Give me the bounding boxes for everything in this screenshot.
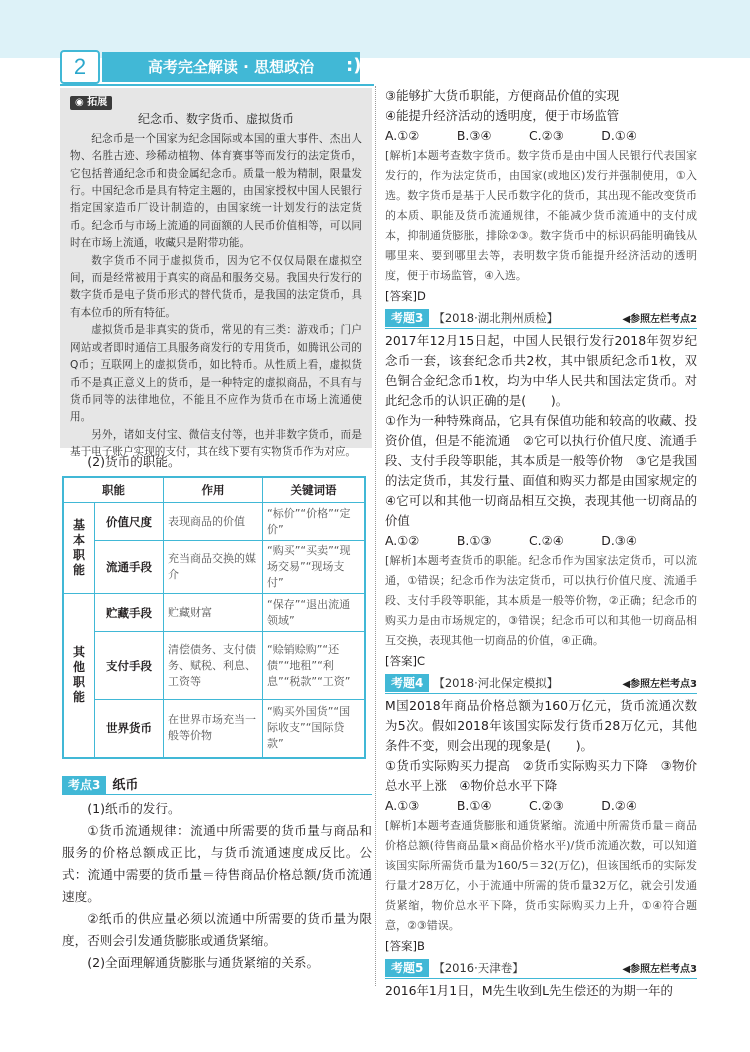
right-column [385, 86, 710, 1001]
table-row [63, 632, 365, 700]
question-reference: ◀参照左栏考点2 [622, 314, 697, 325]
functions-heading [62, 451, 372, 473]
column-separator [375, 86, 376, 986]
question-label: 考题3 [385, 309, 429, 327]
expand-paragraph: 另外，诸如支付宝、微信支付等，也并非数字货币，而是基于电子账户实现的支付，其在线下要有实物货币作为对应。 [70, 428, 362, 459]
option-row [385, 531, 697, 551]
question-stem: 2016年1月1日，M先生收到L先生偿还的为期一年的 [385, 983, 673, 998]
option: C.②③ [529, 798, 564, 813]
category-cell: 其他职能 [63, 594, 95, 758]
table-header: 职能 [63, 477, 164, 503]
category-cell: 基本职能 [63, 503, 95, 594]
function-keywords: “赊销赊购”“还债”“地租”“利息”“税款”“工资” [263, 632, 366, 700]
question-stem: M国2018年商品价格总额为160万亿元，货币流通次数为5次。假如2018年该国实际发行货币28万亿元，其他条件不变，则会出现的现象是( )。 [385, 698, 697, 753]
function-keywords: “购买”“买卖”“现场交易”“现场支付” [263, 541, 366, 594]
answer-text: [答案]D [385, 289, 426, 303]
answer-text: [答案]B [385, 939, 425, 953]
title-decoration: :) [346, 55, 362, 76]
question-item: ④能提升经济活动的透明度，便于市场监管 [385, 108, 620, 123]
question-header [385, 673, 697, 694]
kaodian-header [62, 774, 372, 795]
option: A.①③ [385, 798, 420, 813]
question-header [385, 308, 697, 329]
function-role: 清偿债务、支付债务、赋税、利息、工资等 [164, 632, 263, 700]
question-source: 【2018·湖北荆州质检】 [433, 311, 559, 325]
header-rule [60, 84, 374, 86]
function-name: 价值尺度 [95, 503, 164, 541]
chat-icon: ◉ [75, 97, 84, 108]
expand-paragraph: 虚拟货币是非真实的货币，常见的有三类：游戏币；门户网站或者即时通信工具服务商发行的专用货币，如腾讯公司的Q币；互联网上的虚拟货币，如比特币。从性质上看，虚拟货币不是真正意义上的货币，是一种特定的虚拟商品，不具有与货币同等的法律地位，不能且不应作为货币在市场上流通使用。 [70, 324, 362, 424]
question-label: 考题5 [385, 959, 429, 977]
function-name: 世界货币 [95, 700, 164, 758]
expand-paragraph: 数字货币不同于虚拟货币，因为它不仅仅局限在虚拟空间，而是经常被用于真实的商品和服务交易。我国央行发行的数字货币是电子货币形式的替代货币，是我国的法定货币，具有本位币的所有特征。 [70, 254, 362, 319]
option: D.③④ [601, 533, 637, 548]
section-paragraph: (2)全面理解通货膨胀与通货紧缩的关系。 [87, 955, 320, 970]
option-row [385, 126, 697, 146]
question-header [385, 958, 697, 979]
kaodian-label: 考点3 [62, 776, 106, 794]
question-stem: 2017年12月15日起，中国人民银行发行2018年贺岁纪念币一套，该套纪念币共2枚，其中银质纪念币1枚，双色铜合金纪念币1枚，均为中华人民共和国法定货币。对此纪念币的认识正确的是( )。 [385, 333, 697, 408]
table-header: 关键词语 [263, 477, 366, 503]
book-title: 高考完全解读 · 思想政治 [102, 52, 360, 82]
table-header-row [63, 477, 365, 503]
question-source: 【2016·天津卷】 [433, 961, 524, 975]
header-band [0, 0, 750, 58]
table-row [63, 594, 365, 632]
answer-text: [答案]C [385, 654, 426, 668]
paper-money-section [62, 798, 372, 974]
question-source: 【2018·河北保定模拟】 [433, 676, 559, 690]
function-keywords: “购买外国货”“国际收支”“国际贷款” [263, 700, 366, 758]
option: D.②④ [601, 798, 637, 813]
functions-heading-text: (2)货币的职能。 [87, 454, 181, 469]
function-keywords: “标价”“价格”“定价” [263, 503, 366, 541]
kaodian-title: 纸币 [112, 778, 139, 793]
section-paragraph: (1)纸币的发行。 [87, 801, 181, 816]
option: B.③④ [456, 128, 492, 143]
function-role: 在世界市场充当一般等价物 [164, 700, 263, 758]
section-paragraph: ①货币流通规律：流通中所需要的货币量与商品和服务的价格总额成正比，与货币流通速度成反比。公式：流通中需要的货币量＝待售商品价格总额/货币流通速度。 [62, 823, 372, 904]
page-number: 2 [60, 50, 100, 84]
expand-tag [70, 96, 112, 110]
option: C.②③ [529, 128, 564, 143]
expand-box [60, 88, 372, 459]
question-label: 考题4 [385, 674, 429, 692]
analysis-text: [解析]本题考查货币的职能。纪念币作为国家法定货币，可以流通，①错误；纪念币作为法定货币，可以执行价值尺度、流通手段、支付手段等职能，其本质是一般等价物，②正确；纪念币的购买力是由市场规定的，③错误；纪念币可以和其他一切商品相互交换，表现其他一切商品的价值，④正确。 [385, 554, 697, 647]
money-functions-table [62, 476, 366, 759]
analysis-text: [解析]本题考查通货膨胀和通货紧缩。流通中所需货币量＝商品价格总额(待售商品量×商品价格水平)/货币流通次数，可以知道该国实际所需货币量为160/5＝32(万亿)，但该国纸币的实际发行量才28万亿，小于流通中所需的货币量32万亿，就会引发通货紧缩，物价总水平下降，货币实际购买力上升，①④符合题意，②③错误。 [385, 819, 697, 932]
section-paragraph: ②纸币的供应量必须以流通中所需要的货币量为限度，否则会引发通货膨胀或通货紧缩。 [62, 911, 372, 948]
expand-paragraph: 纪念币是一个国家为纪念国际或本国的重大事件、杰出人物、名胜古迹、珍稀动植物、体育赛事等而发行的法定货币，它包括普通纪念币和贵金属纪念币。质量一般为精制，限量发行。中国纪念币是具有特定主题的，由国家授权中国人民银行指定国家造币厂设计制造的，由国家统一计划发行的法定货币。纪念币与市场上流通的同面额的人民币价值相等，可以同时在市场上流通，收藏只是附带功能。 [70, 132, 362, 250]
function-role: 充当商品交换的媒介 [164, 541, 263, 594]
question-reference: ◀参照左栏考点3 [622, 679, 697, 690]
option: C.②④ [529, 533, 564, 548]
function-role: 表现商品的价值 [164, 503, 263, 541]
option: A.①② [385, 533, 420, 548]
expand-tag-label: 拓展 [87, 97, 108, 108]
table-row [63, 503, 365, 541]
question-reference: ◀参照左栏考点3 [622, 964, 697, 975]
function-name: 流通手段 [95, 541, 164, 594]
question-item: ③能够扩大货币职能，方便商品价值的实现 [385, 88, 620, 103]
option: A.①② [385, 128, 420, 143]
option-row [385, 796, 697, 816]
function-keywords: “保存”“退出流通领域” [263, 594, 366, 632]
option: B.①④ [456, 798, 492, 813]
table-row [63, 700, 365, 758]
function-name: 支付手段 [95, 632, 164, 700]
option: D.①④ [601, 128, 637, 143]
expand-title: 纪念币、数字货币、虚拟货币 [137, 112, 294, 127]
table-header: 作用 [164, 477, 263, 503]
function-role: 贮藏财富 [164, 594, 263, 632]
table-row [63, 541, 365, 594]
option: B.①③ [456, 533, 492, 548]
function-name: 贮藏手段 [95, 594, 164, 632]
analysis-text: [解析]本题考查数字货币。数字货币是由中国人民银行代表国家发行的，作为法定货币，由国家(或地区)发行并强制使用，①入选。数字货币是基于人民币数字化的货币，其出现不能改变货币的本质、职能及货币流通规律，不能减少货币流通中的支付成本，抑制通货膨胀，排除②③。数字货币中的标识码能明确钱从哪里来、要到哪里去等，表明数字货币能提升经济活动的透明度，便于市场监管，④入选。 [385, 149, 697, 282]
question-item: ①作为一种特殊商品，它具有保值功能和较高的收藏、投资价值，但是不能流通 ②它可以执行价值尺度、流通手段、支付手段等职能，其本质是一般等价物 ③它是我国的法定货币，其发行量、面值和购买力都是由国家规定的 ④它可以和其他一切商品相互交换，表现其他一切商品的价值 [385, 413, 710, 528]
question-item: ①货币实际购买力提高 ②货币实际购买力下降 ③物价总水平上涨 ④物价总水平下降 [385, 758, 697, 793]
